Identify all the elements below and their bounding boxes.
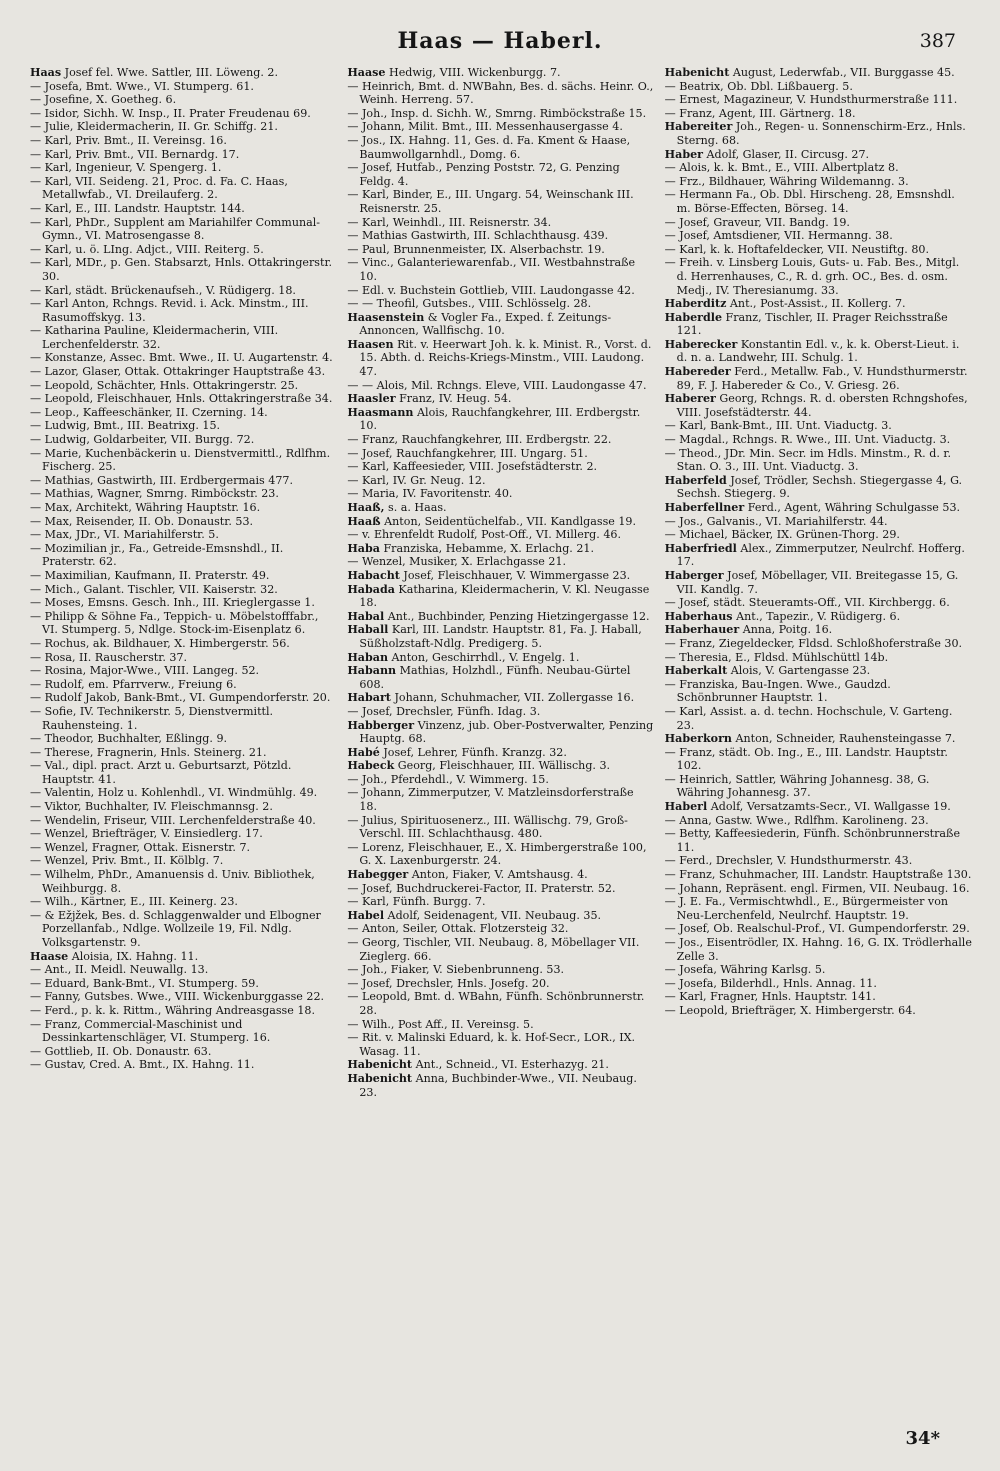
- directory-entry: — Vinc., Galanteriewarenfab., VII. Westbahnstraße 10.: [347, 256, 636, 283]
- surname-headword: Haberhaus: [664, 609, 733, 623]
- directory-entry: — J. E. Fa., Vermischtwhdl., E., Bürgermeister von Neu-Lerchenfeld, Neulrchf. Hauptstr. 19.: [664, 895, 949, 922]
- directory-entry: — Jos., IX. Hahng. 11, Ges. d. Fa. Kment & Haase, Baumwollgarnhdl., Domg. 6.: [347, 133, 631, 161]
- directory-entry: — Alois, k. k. Bmt., E., VIII. Albertplatz 8.: [664, 161, 899, 175]
- directory-entry: — Ferd., Drechsler, V. Hundsthurmerstr. 43.: [664, 854, 913, 868]
- directory-entry: — — Alois, Mil. Rchngs. Eleve, VIII. Laudongasse 47.: [347, 378, 647, 392]
- columns: [30, 66, 972, 1428]
- directory-entry: — Josef, Drechsler, Fünfh. Idag. 3.: [347, 704, 541, 718]
- surname-headword: Haberfellner: [664, 501, 745, 514]
- directory-entry: — Wilh., Kärtner, E., III. Keinerg. 23.: [30, 895, 238, 909]
- surname-headword: Haball: [347, 623, 389, 637]
- directory-entry: — Wenzel, Priv. Bmt., II. Kölblg. 7.: [30, 854, 224, 868]
- directory-entry: — Magdal., Rchngs. R. Wwe., III. Unt. Viaductg. 3.: [664, 433, 951, 447]
- sheet-signature: 34*: [905, 1428, 940, 1449]
- directory-entry: — Hermann Fa., Ob. Dbl. Hirscheng. 28, Emsnshdl. m. Börse-Effecten, Börseg. 14.: [664, 188, 955, 215]
- directory-entry: Haasenstein & Vogler Fa., Exped. f. Zeitungs-Annoncen, Wallfischg. 10.: [347, 310, 612, 338]
- directory-entry: — Josef, Graveur, VII. Bandg. 19.: [664, 215, 850, 229]
- directory-entry: — Franziska, Bau-Ingen. Wwe., Gaudzd. Schönbrunner Hauptstr. 1.: [664, 677, 891, 705]
- surname-headword: Haasenstein: [347, 310, 425, 324]
- column-1: [30, 66, 337, 1428]
- directory-entry: Haberkalt Alois, V. Gartengasse 23.: [664, 664, 871, 678]
- directory-entry: Haber Adolf, Glaser, II. Circusg. 27.: [664, 147, 870, 161]
- directory-entry: — Anna, Gastw. Wwe., Rdlfhm. Karolineng. 23.: [664, 813, 929, 827]
- directory-entry: — Franz, Commercial-Maschinist und Dessinkartenschläger, VI. Stumperg. 16.: [30, 1017, 271, 1045]
- directory-entry: Haberer Georg, Rchngs. R. d. obersten Rchngshofes, VIII. Josefstädterstr. 44.: [664, 392, 968, 419]
- directory-entry: Habacht Josef, Fleischhauer, V. Wimmergasse 23.: [347, 568, 631, 582]
- directory-entry: — Karl, MDr., p. Gen. Stabsarzt, Hnls. Ottakringerstr. 30.: [30, 256, 333, 283]
- directory-entry: — Beatrix, Ob. Dbl. Lißbauerg. 5.: [664, 79, 853, 93]
- directory-entry: — Georg, Tischler, VII. Neubaug. 8, Möbellager VII. Zieglerg. 66.: [347, 936, 640, 963]
- directory-entry: Habann Mathias, Holzhdl., Fünfh. Neubau-Gürtel 608.: [347, 664, 631, 691]
- directory-entry: — Heinrich, Bmt. d. NWBahn, Bes. d. sächs. Heinr. O., Weinh. Herreng. 57.: [347, 79, 654, 107]
- surname-headword: Habenicht: [347, 1071, 413, 1085]
- directory-entry: — Josef, städt. Steueramts-Off., VII. Kirchbergg. 6.: [664, 596, 950, 610]
- directory-entry: Haasler Franz, IV. Heug. 54.: [347, 392, 512, 406]
- directory-entry: — Leop., Kaffeeschänker, II. Czerning. 14.: [30, 405, 268, 419]
- directory-entry: — Franz, Agent, III. Gärtnerg. 18.: [664, 106, 856, 120]
- surname-headword: Haberl: [664, 800, 708, 814]
- surname-headword: Haberger: [664, 568, 724, 582]
- directory-entry: — Lazor, Glaser, Ottak. Ottakringer Hauptstraße 43.: [30, 365, 326, 379]
- surname-headword: Haas: [30, 66, 62, 79]
- directory-entry: — Frz., Bildhauer, Währing Wildemanng. 3.: [664, 174, 909, 188]
- surname-headword: Haba: [347, 541, 380, 555]
- directory-entry: — Julie, Kleidermacherin, II. Gr. Schiffg. 21.: [30, 120, 278, 134]
- directory-entry: Habal Ant., Buchbinder, Penzing Hietzingergasse 12.: [347, 609, 650, 623]
- directory-entry: — Leopold, Bmt. d. WBahn, Fünfh. Schönbrunnerstr. 28.: [347, 990, 645, 1017]
- directory-entry: Habada Katharina, Kleidermacherin, V. Kl. Neugasse 18.: [347, 582, 650, 610]
- directory-entry: Haban Anton, Geschirrhdl., V. Engelg. 1.: [347, 650, 580, 664]
- page-number: 387: [919, 30, 956, 52]
- surname-headword: Habann: [347, 664, 397, 678]
- directory-entry: — Karl, Fünfh. Burgg. 7.: [347, 895, 486, 909]
- directory-entry: — Leopold, Fleischhauer, Hnls. Ottakringerstraße 34.: [30, 392, 333, 406]
- directory-entry: — Josefa, Bmt. Wwe., VI. Stumperg. 61.: [30, 79, 254, 93]
- directory-entry: — Wilh., Post Aff., II. Vereinsg. 5.: [347, 1017, 534, 1031]
- directory-entry: — Philipp & Söhne Fa., Teppich- u. Möbelstofffabr., VI. Stumperg. 5, Ndlge. Stock-im-Eisenplatz 6.: [30, 609, 319, 637]
- directory-entry: — Michael, Bäcker, IX. Grünen-Thorg. 29.: [664, 528, 900, 542]
- directory-entry: — Josef, Ob. Realschul-Prof., VI. Gumpendorferstr. 29.: [664, 922, 970, 936]
- directory-entry: — Karl, Ingenieur, V. Spengerg. 1.: [30, 161, 222, 175]
- directory-entry: Haas Josef fel. Wwe. Sattler, III. Löweng. 2.: [30, 66, 279, 79]
- directory-entry: — Joh., Insp. d. Sichh. W., Smrng. Rimböckstraße 15.: [347, 106, 647, 120]
- surname-headword: Haberfeld: [664, 473, 727, 487]
- directory-entry: — Eduard, Bank-Bmt., VI. Stumperg. 59.: [30, 976, 259, 990]
- surname-headword: Habberger: [347, 718, 415, 732]
- surname-headword: Habegger: [347, 868, 409, 882]
- directory-entry: Haase Aloisia, IX. Hahng. 11.: [30, 949, 199, 963]
- page-title: Haas — Haberl.: [397, 28, 603, 54]
- surname-headword: Habacht: [347, 568, 400, 582]
- directory-entry: — Karl, Priv. Bmt., VII. Bernardg. 17.: [30, 147, 240, 161]
- surname-headword: Haberer: [664, 392, 716, 406]
- directory-entry: — Jos., Galvanis., VI. Mariahilferstr. 44.: [664, 514, 888, 528]
- directory-entry: Haasmann Alois, Rauchfangkehrer, III. Erdbergstr. 10.: [347, 405, 641, 433]
- directory-entry: — Mich., Galant. Tischler, VII. Kaiserstr. 32.: [30, 582, 278, 596]
- directory-entry: — Katharina Pauline, Kleidermacherin, VIII. Lerchenfelderstr. 32.: [30, 324, 279, 351]
- directory-entry: — — Theofil, Gutsbes., VIII. Schlösselg. 28.: [347, 297, 592, 311]
- directory-entry: Habegger Anton, Fiaker, V. Amtshausg. 4.: [347, 868, 588, 882]
- directory-entry: — Betty, Kaffeesiederin, Fünfh. Schönbrunnerstraße 11.: [664, 827, 961, 854]
- directory-entry: — Gottlieb, II. Ob. Donaustr. 63.: [30, 1044, 212, 1058]
- surname-headword: Habel: [347, 908, 385, 922]
- column-3: [665, 66, 972, 1428]
- directory-entry: — Isidor, Sichh. W. Insp., II. Prater Freudenau 69.: [30, 106, 311, 120]
- directory-entry: — Freih. v. Linsberg Louis, Guts- u. Fab. Bes., Mitgl. d. Herrenhauses, C., R. d. grh. OC., Bes. d. osm. Medj., IV. Theresianumg. 33.: [664, 256, 960, 297]
- directory-entry: — Theod., JDr. Min. Secr. im Hdls. Minstm., R. d. r. Stan. O. 3., III. Unt. Viaductg. 3.: [664, 446, 951, 474]
- directory-entry: — Josef, Hutfab., Penzing Poststr. 72, G. Penzing Feldg. 4.: [347, 161, 620, 188]
- directory-entry: — Ludwig, Bmt., III. Beatrixg. 15.: [30, 419, 221, 433]
- directory-entry: — Mathias, Gastwirth, III. Erdbergermais 477.: [30, 473, 293, 487]
- surname-headword: Haberecker: [664, 337, 738, 351]
- directory-entry: Haberdle Franz, Tischler, II. Prager Reichsstraße 121.: [664, 310, 948, 338]
- directory-entry: — Franz, städt. Ob. Ing., E., III. Landstr. Hauptstr. 102.: [664, 745, 948, 773]
- directory-entry: — Wenzel, Briefträger, V. Einsiedlerg. 17.: [30, 827, 263, 841]
- directory-entry: — Rit. v. Malinski Eduard, k. k. Hof-Secr., LOR., IX. Wasag. 11.: [347, 1031, 636, 1058]
- directory-entry: — Karl, IV. Gr. Neug. 12.: [347, 473, 486, 487]
- directory-entry: — v. Ehrenfeldt Rudolf, Post-Off., VI. Millerg. 46.: [347, 528, 621, 542]
- directory-entry: Haball Karl, III. Landstr. Hauptstr. 81, Fa. J. Haball, Süßholzstaft-Ndlg. Predigerg. 5.: [347, 623, 642, 650]
- page-header: [0, 28, 1000, 64]
- directory-entry: Habenicht August, Lederwfab., VII. Burggasse 45.: [664, 66, 955, 79]
- directory-entry: — Anton, Seiler, Ottak. Flotzersteig 32.: [347, 922, 569, 936]
- directory-entry: — Viktor, Buchhalter, IV. Fleischmannsg. 2.: [30, 800, 273, 814]
- directory-entry: Haaß, s. a. Haas.: [347, 501, 447, 514]
- directory-entry: — Mozimilian jr., Fa., Getreide-Emsnshdl., II. Praterstr. 62.: [30, 541, 284, 569]
- directory-entry: Habel Adolf, Seidenagent, VII. Neubaug. 35.: [347, 908, 602, 922]
- directory-entry: Habereiter Joh., Regen- u. Sonnenschirm-Erz., Hnls. Sterng. 68.: [664, 120, 966, 147]
- directory-entry: Habenicht Anna, Buchbinder-Wwe., VII. Neubaug. 23.: [347, 1071, 637, 1099]
- directory-entry: Habé Josef, Lehrer, Fünfh. Kranzg. 32.: [347, 745, 567, 759]
- directory-entry: — Moses, Emsns. Gesch. Inh., III. Krieglergasse 1.: [30, 596, 315, 610]
- directory-entry: — Rosa, II. Rauscherstr. 37.: [30, 650, 188, 664]
- directory-entry: — Josef, Drechsler, Hnls. Josefg. 20.: [347, 976, 550, 990]
- directory-entry: Habberger Vinzenz, jub. Ober-Postverwalter, Penzing Hauptg. 68.: [347, 718, 654, 746]
- directory-entry: — Karl, k. k. Hoftafeldecker, VII. Neustiftg. 80.: [664, 242, 929, 256]
- directory-entry: — Josefa, Währing Karlsg. 5.: [664, 963, 826, 977]
- directory-entry: Haasen Rit. v. Heerwart Joh. k. k. Minist. R., Vorst. d. 15. Abth. d. Reichs-Kriegs-Minstm., VIII. Laudong. 47.: [347, 337, 652, 379]
- directory-entry: — Max, JDr., VI. Mariahilferstr. 5.: [30, 528, 219, 542]
- directory-entry: — Valentin, Holz u. Kohlenhdl., VI. Windmühlg. 49.: [30, 786, 318, 800]
- surname-headword: Habart: [347, 691, 391, 705]
- directory-entry: — Theodor, Buchhalter, Eßlingg. 9.: [30, 732, 228, 746]
- directory-entry: Haberl Adolf, Versatzamts-Secr., VI. Wallgasse 19.: [664, 800, 951, 814]
- directory-entry: — & Ežjžek, Bes. d. Schlaggenwalder und Elbogner Porzellanfab., Ndlge. Wollzeile 19, Fil. Ndlg. Volksgartenstr. 9.: [30, 908, 321, 949]
- surname-headword: Habereiter: [664, 120, 733, 134]
- directory-entry: Habeck Georg, Fleischhauer, III. Wällischg. 3.: [347, 759, 611, 773]
- directory-entry: — Leopold, Briefträger, X. Himbergerstr. 64.: [664, 1003, 916, 1017]
- surname-headword: Haban: [347, 650, 389, 664]
- surname-headword: Haberkorn: [664, 732, 732, 746]
- surname-headword: Haber: [664, 147, 703, 161]
- directory-entry: — Karl, Bank-Bmt., III. Unt. Viaductg. 3.: [664, 419, 892, 433]
- directory-entry: — Wilhelm, PhDr., Amanuensis d. Univ. Bibliothek, Weihburgg. 8.: [30, 868, 315, 895]
- directory-entry: — Rudolf Jakob, Bank-Bmt., VI. Gumpendorferstr. 20.: [30, 691, 331, 705]
- surname-headword: Habé: [347, 745, 380, 759]
- directory-entry: — Karl, VII. Seideng. 21, Proc. d. Fa. C. Haas, Metallwfab., VI. Dreilauferg. 2.: [30, 174, 288, 202]
- directory-entry: — Rosina, Major-Wwe., VIII. Langeg. 52.: [30, 664, 260, 678]
- surname-headword: Habenicht: [664, 66, 730, 79]
- directory-entry: Habart Johann, Schuhmacher, VII. Zollergasse 16.: [347, 691, 635, 705]
- surname-headword: Habeck: [347, 759, 395, 773]
- directory-entry: — Karl Anton, Rchngs. Revid. i. Ack. Minstm., III. Rasumoffskyg. 13.: [30, 297, 309, 324]
- directory-entry: — Max, Reisender, II. Ob. Donaustr. 53.: [30, 514, 254, 528]
- surname-headword: Haberfriedl: [664, 541, 737, 555]
- surname-headword: Haasen: [347, 337, 394, 351]
- directory-entry: — Paul, Brunnenmeister, IX. Alserbachstr. 19.: [347, 242, 605, 256]
- directory-entry: — Johann, Zimmerputzer, V. Matzleinsdorferstraße 18.: [347, 786, 634, 814]
- directory-entry: Haberditz Ant., Post-Assist., II. Kollerg. 7.: [664, 297, 906, 311]
- directory-entry: — Karl, Weinhdl., III. Reisnerstr. 34.: [347, 215, 552, 229]
- directory-entry: — Lorenz, Fleischhauer, E., X. Himbergerstraße 100, G. X. Laxenburgerstr. 24.: [347, 840, 647, 868]
- surname-headword: Haaß: [347, 514, 381, 528]
- directory-entry: — Ferd., p. k. k. Rittm., Währing Andreasgasse 18.: [30, 1003, 315, 1017]
- directory-entry: Haase Hedwig, VIII. Wickenburgg. 7.: [347, 66, 561, 79]
- directory-entry: — Julius, Spirituosenerz., III. Wällischg. 79, Groß-Verschl. III. Schlachthausg. 480.: [347, 813, 628, 841]
- directory-entry: — Johann, Milit. Bmt., III. Messenhausergasse 4.: [347, 120, 623, 134]
- surname-headword: Habenicht: [347, 1058, 413, 1072]
- directory-entry: Haberfellner Ferd., Agent, Währing Schulgasse 53.: [664, 501, 961, 514]
- directory-entry: — Rochus, ak. Bildhauer, X. Himbergerstr. 56.: [30, 636, 290, 650]
- directory-entry: Haberkorn Anton, Schneider, Rauhensteingasse 7.: [664, 732, 956, 746]
- column-2: [347, 66, 654, 1428]
- surname-headword: Habada: [347, 582, 395, 596]
- directory-entry: Habereder Ferd., Metallw. Fab., V. Hundsthurmerstr. 89, F. J. Habereder & Co., V. Griesg. 26.: [664, 365, 968, 392]
- directory-entry: Haberhaus Ant., Tapezir., V. Rüdigerg. 6.: [664, 609, 901, 623]
- directory-entry: — Karl, Kaffeesieder, VIII. Josefstädterstr. 2.: [347, 460, 598, 474]
- directory-entry: — Maximilian, Kaufmann, II. Praterstr. 49.: [30, 568, 270, 582]
- directory-entry: — Karl, Assist. a. d. techn. Hochschule, V. Garteng. 23.: [664, 704, 953, 732]
- directory-entry: — Karl, Priv. Bmt., II. Vereinsg. 16.: [30, 133, 227, 147]
- directory-entry: — Therese, Fragnerin, Hnls. Steinerg. 21.: [30, 745, 267, 759]
- directory-entry: Habenicht Ant., Schneid., VI. Esterhazyg. 21.: [347, 1058, 609, 1072]
- directory-entry: — Fanny, Gutsbes. Wwe., VIII. Wickenburggasse 22.: [30, 990, 325, 1004]
- directory-entry: — Ludwig, Goldarbeiter, VII. Burgg. 72.: [30, 433, 255, 447]
- directory-entry: Haberfriedl Alex., Zimmerputzer, Neulrchf. Hofferg. 17.: [664, 541, 965, 569]
- directory-entry: — Johann, Repräsent. engl. Firmen, VII. Neubaug. 16.: [664, 881, 970, 895]
- directory-entry: — Mathias, Wagner, Smrng. Rimböckstr. 23.: [30, 487, 279, 501]
- directory-entry: — Karl, städt. Brückenaufseh., V. Rüdigerg. 18.: [30, 283, 296, 297]
- directory-entry: — Josefa, Bilderhdl., Hnls. Annag. 11.: [664, 976, 877, 990]
- directory-entry: — Karl, PhDr., Supplent am Mariahilfer Communal-Gymn., VI. Matrosengasse 8.: [30, 215, 321, 243]
- directory-entry: — Josefine, X. Goetheg. 6.: [30, 93, 177, 107]
- directory-entry: — Joh., Pferdehdl., V. Wimmerg. 15.: [347, 772, 549, 786]
- directory-entry: — Wendelin, Friseur, VIII. Lerchenfelderstraße 40.: [30, 813, 316, 827]
- directory-entry: — Josef, Amtsdiener, VII. Hermanng. 38.: [664, 229, 893, 243]
- directory-entry: — Karl, u. ö. LIng. Adjct., VIII. Reiterg. 5.: [30, 242, 264, 256]
- directory-entry: — Leopold, Schächter, Hnls. Ottakringerstr. 25.: [30, 378, 299, 392]
- directory-entry: Haba Franziska, Hebamme, X. Erlachg. 21.: [347, 541, 594, 555]
- directory-entry: — Franz, Schuhmacher, III. Landstr. Hauptstraße 130.: [664, 868, 972, 882]
- directory-entry: Haberhauer Anna, Poitg. 16.: [664, 623, 833, 637]
- directory-entry: Haberecker Konstantin Edl. v., k. k. Oberst-Lieut. i. d. n. a. Landwehr, III. Schulg. 1.: [664, 337, 960, 365]
- directory-entry: — Karl, Binder, E., III. Ungarg. 54, Weinschank III. Reisnerstr. 25.: [347, 188, 634, 215]
- directory-entry: — Rudolf, em. Pfarrverw., Freiung 6.: [30, 677, 237, 691]
- directory-entry: — Konstanze, Assec. Bmt. Wwe., II. U. Augartenstr. 4.: [30, 351, 333, 365]
- directory-entry: — Edl. v. Buchstein Gottlieb, VIII. Laudongasse 42.: [347, 283, 635, 297]
- directory-entry: — Franz, Rauchfangkehrer, III. Erdbergstr. 22.: [347, 433, 612, 447]
- surname-headword: Habal: [347, 609, 385, 623]
- surname-headword: Haasler: [347, 392, 396, 406]
- directory-entry: — Ant., II. Meidl. Neuwallg. 13.: [30, 963, 209, 977]
- surname-headword: Haberkalt: [664, 664, 728, 678]
- directory-entry: — Marie, Kuchenbäckerin u. Dienstvermittl., Rdlfhm. Fischerg. 25.: [30, 446, 331, 474]
- surname-headword: Haasmann: [347, 405, 414, 419]
- directory-entry: — Max, Architekt, Währing Hauptstr. 16.: [30, 501, 261, 514]
- directory-entry: — Gustav, Cred. A. Bmt., IX. Hahng. 11.: [30, 1058, 255, 1072]
- directory-entry: — Heinrich, Sattler, Währing Johannesg. 38, G. Währing Johannesg. 37.: [664, 772, 930, 800]
- directory-entry: — Franz, Ziegeldecker, Fldsd. Schloßhoferstraße 30.: [664, 636, 963, 650]
- directory-entry: — Mathias Gastwirth, III. Schlachthausg. 439.: [347, 229, 609, 243]
- directory-entry: — Ernest, Magazineur, V. Hundsthurmerstraße 111.: [664, 93, 958, 107]
- directory-entry: — Theresia, E., Fldsd. Mühlschüttl 14b.: [664, 650, 889, 664]
- directory-entry: — Wenzel, Musiker, X. Erlachgasse 21.: [347, 555, 567, 569]
- directory-entry: — Joh., Fiaker, V. Siebenbrunneng. 53.: [347, 963, 565, 977]
- directory-entry: Haberger Josef, Möbellager, VII. Breitegasse 15, G. VII. Kandlg. 7.: [664, 568, 959, 596]
- directory-entry: — Karl, E., III. Landstr. Hauptstr. 144.: [30, 201, 245, 215]
- directory-entry: Haaß Anton, Seidentüchelfab., VII. Kandlgasse 19.: [347, 514, 637, 528]
- surname-headword: Haberhauer: [664, 623, 740, 637]
- directory-entry: — Jos., Eisentrödler, IX. Hahng. 16, G. IX. Trödlerhalle Zelle 3.: [664, 936, 972, 963]
- surname-headword: Haase: [347, 66, 386, 79]
- directory-entry: — Karl, Fragner, Hnls. Hauptstr. 141.: [664, 990, 876, 1004]
- directory-entry: — Wenzel, Fragner, Ottak. Eisnerstr. 7.: [30, 840, 251, 854]
- surname-headword: Haberdle: [664, 310, 723, 324]
- directory-entry: — Josef, Buchdruckerei-Factor, II. Praterstr. 52.: [347, 881, 616, 895]
- directory-entry: Haberfeld Josef, Trödler, Sechsh. Stiegergasse 4, G. Sechsh. Stiegerg. 9.: [664, 473, 963, 501]
- directory-entry: — Sofie, IV. Technikerstr. 5, Dienstvermittl. Rauhensteing. 1.: [30, 704, 274, 732]
- surname-headword: Haase: [30, 949, 69, 963]
- directory-entry: — Val., dipl. pract. Arzt u. Geburtsarzt, Pötzld. Hauptstr. 41.: [30, 759, 292, 786]
- surname-headword: Haberditz: [664, 297, 727, 311]
- surname-headword: Haaß,: [347, 501, 385, 514]
- surname-headword: Habereder: [664, 365, 731, 379]
- directory-entry: — Josef, Rauchfangkehrer, III. Ungarg. 51.: [347, 446, 588, 460]
- directory-entry: — Maria, IV. Favoritenstr. 40.: [347, 487, 513, 501]
